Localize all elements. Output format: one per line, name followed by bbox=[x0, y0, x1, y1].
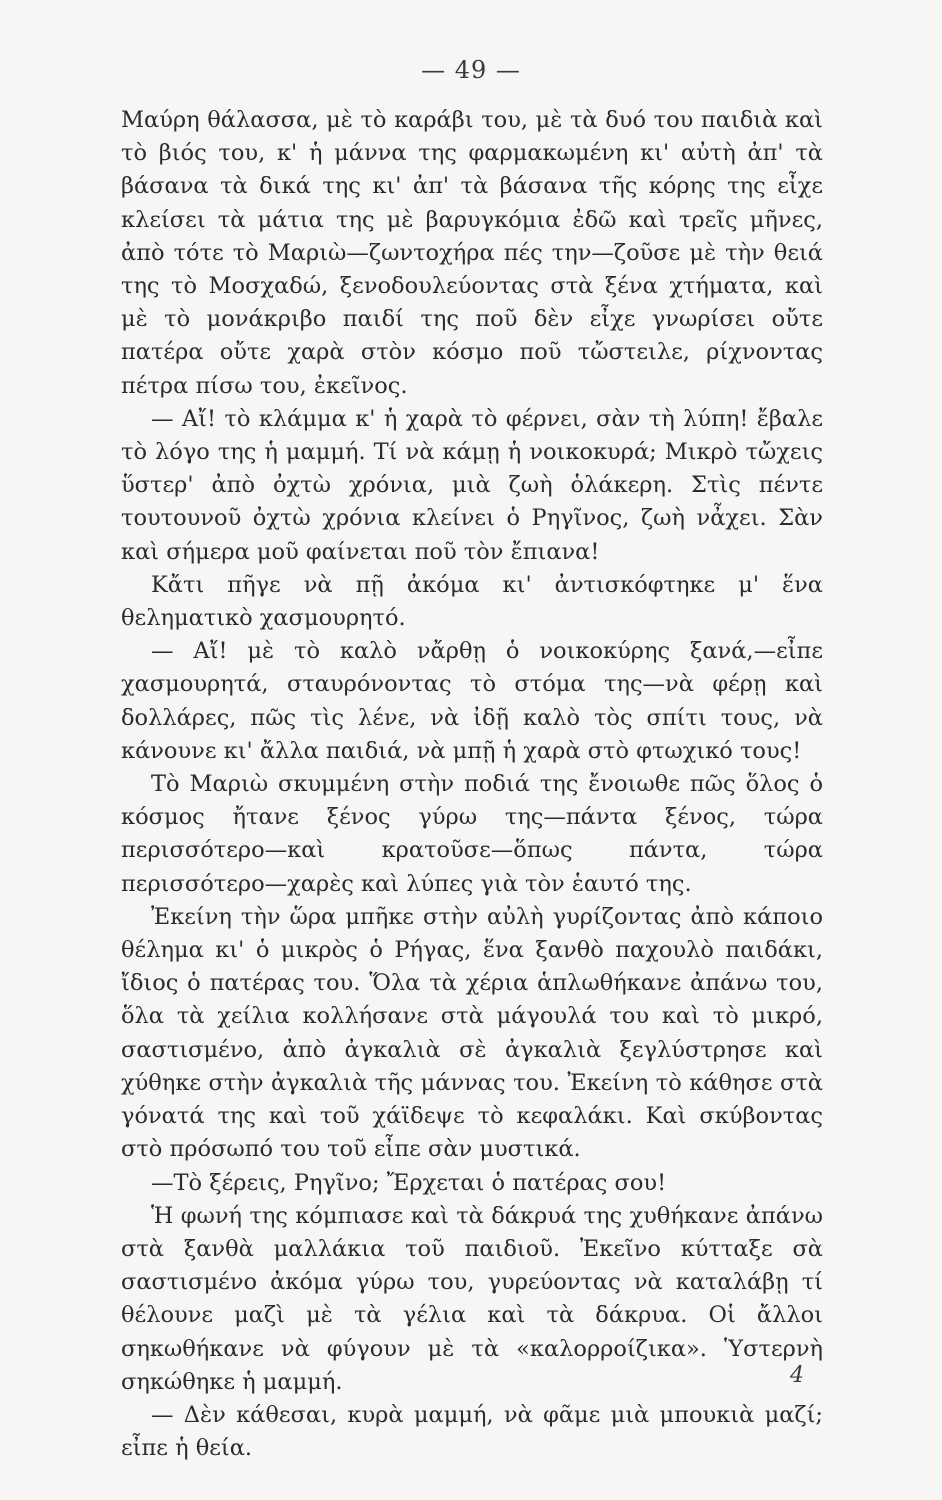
paragraph: — Αἴ! μὲ τὸ καλὸ νἄρθῃ ὁ νοικοκύρης ξανά,—εἶπε χασμουρητά, σταυρόνοντας τὸ στόμα της—νὰ φέρῃ καὶ δολλάρες, πῶς τὶς λένε, νὰ ἰδῇ καλὸ τὸς σπίτι τους, νὰ κάνουνε κι' ἄλλα παιδιά, νὰ μπῇ ἡ χαρὰ στὸ φτωχικό τους! bbox=[121, 638, 823, 764]
signature-mark: 4 bbox=[790, 1363, 804, 1388]
body-text bbox=[121, 104, 823, 1465]
paragraph: — Δὲν κάθεσαι, κυρὰ μαμμή, νὰ φᾶμε μιὰ μπουκιὰ μαζί; εἶπε ἡ θεία. bbox=[121, 1401, 823, 1462]
paragraph: Ἐκείνη τὴν ὥρα μπῆκε στὴν αὐλὴ γυρίζοντας ἀπὸ κάποιο θέλημα κι' ὁ μικρὸς ὁ Ρήγας, ἕνα ξανθὸ παχουλὸ παιδάκι, ἴδιος ὁ πατέρας του. Ὅλα τὰ χέρια ἁπλωθήκανε ἀπάνω του, ὅλα τὰ χείλια κολλήσανε στὰ μάγουλά του καὶ τὸ μικρό, σαστισμένο, ἀπὸ ἀγκαλιὰ σὲ ἀγκαλιὰ ξεγλύστρησε καὶ χύθηκε στὴν ἀγκαλιὰ τῆς μάννας του. Ἐκείνη τὸ κάθησε στὰ γόνατά της καὶ τοῦ χάϊδεψε τὸ κεφαλάκι. Καὶ σκύβοντας στὸ πρόσωπό του τοῦ εἶπε σὰν μυστικά. bbox=[121, 903, 823, 1163]
paragraph: Κἄτι πῆγε νὰ πῇ ἀκόμα κι' ἀντισκόφτηκε μ' ἕνα θεληματικὸ χασμουρητό. bbox=[121, 571, 823, 632]
paragraph: — Αἴ! τὸ κλάμμα κ' ἡ χαρὰ τὸ φέρνει, σὰν τὴ λύπη! ἔβαλε τὸ λόγο της ἡ μαμμή. Τί νὰ κάμῃ ἡ νοικοκυρά; Μικρὸ τὤχεις ὕστερ' ἀπὸ ὀχτὼ χρόνια, μιὰ ζωὴ ὁλάκερη. Στὶς πέντε τουτουνοῦ ὀχτὼ χρόνια κλείνει ὁ Ρηγῖνος, ζωὴ νἆχει. Σὰν καὶ σήμερα μοῦ φαίνεται ποῦ τὸν ἔπιανα! bbox=[121, 405, 823, 565]
paragraph: —Τὸ ξέρεις, Ρηγῖνο; Ἔρχεται ὁ πατέρας σου! bbox=[151, 1169, 667, 1196]
paragraph: Ἡ φωνή της κόμπιασε καὶ τὰ δάκρυά της χυθήκανε ἀπάνω στὰ ξανθὰ μαλλάκια τοῦ παιδιοῦ. Ἐκεῖνο κύτταξε σὰ σαστισμένο ἀκόμα γύρω του, γυρεύοντας νὰ καταλάβῃ τί θέλουνε μαζὶ μὲ τὰ γέλια καὶ τὰ δάκρυα. Οἱ ἄλλοι σηκωθήκανε νὰ φύγουν μὲ τὰ «καλορροίζικα». Ὑστερνὴ σηκώθηκε ἡ μαμμή. bbox=[121, 1202, 823, 1395]
paragraph: Τὸ Μαριὼ σκυμμένη στὴν ποδιά της ἔνοιωθε πῶς ὅλος ὁ κόσμος ἤτανε ξένος γύρω της—πάντα ξένος, τώρα περισσότερο—καὶ κρατοῦσε—ὅπως πάντα, τώρα περισσότερο—χαρὲς καὶ λύπες γιὰ τὸν ἑαυτό της. bbox=[121, 771, 823, 897]
page-number: — 49 — bbox=[421, 56, 521, 84]
paragraph: Μαύρη θάλασσα, μὲ τὸ καράβι του, μὲ τὰ δυό του παιδιὰ καὶ τὸ βιός του, κ' ἡ μάννα της φαρμακωμένη κι' αὐτὴ ἀπ' τὰ βάσανα τὰ δικά της κι' ἀπ' τὰ βάσανα τῆς κόρης της εἶχε κλείσει τὰ μάτια της μὲ βαρυγκόμια ἐδῶ καὶ τρεῖς μῆνες, ἀπὸ τότε τὸ Μαριὼ—ζωντοχήρα πές την—ζοῦσε μὲ τὴν θειά της τὸ Μοσχαδώ, ξενοδουλεύοντας στὰ ξένα χτήματα, καὶ μὲ τὸ μονάκριβο παιδί της ποῦ δὲν εἶχε γνωρίσει οὔτε πατέρα οὔτε χαρὰ στὸν κόσμο ποῦ τὤστειλε, ρίχνοντας πέτρα πίσω του, ἐκεῖνος. bbox=[121, 107, 823, 399]
